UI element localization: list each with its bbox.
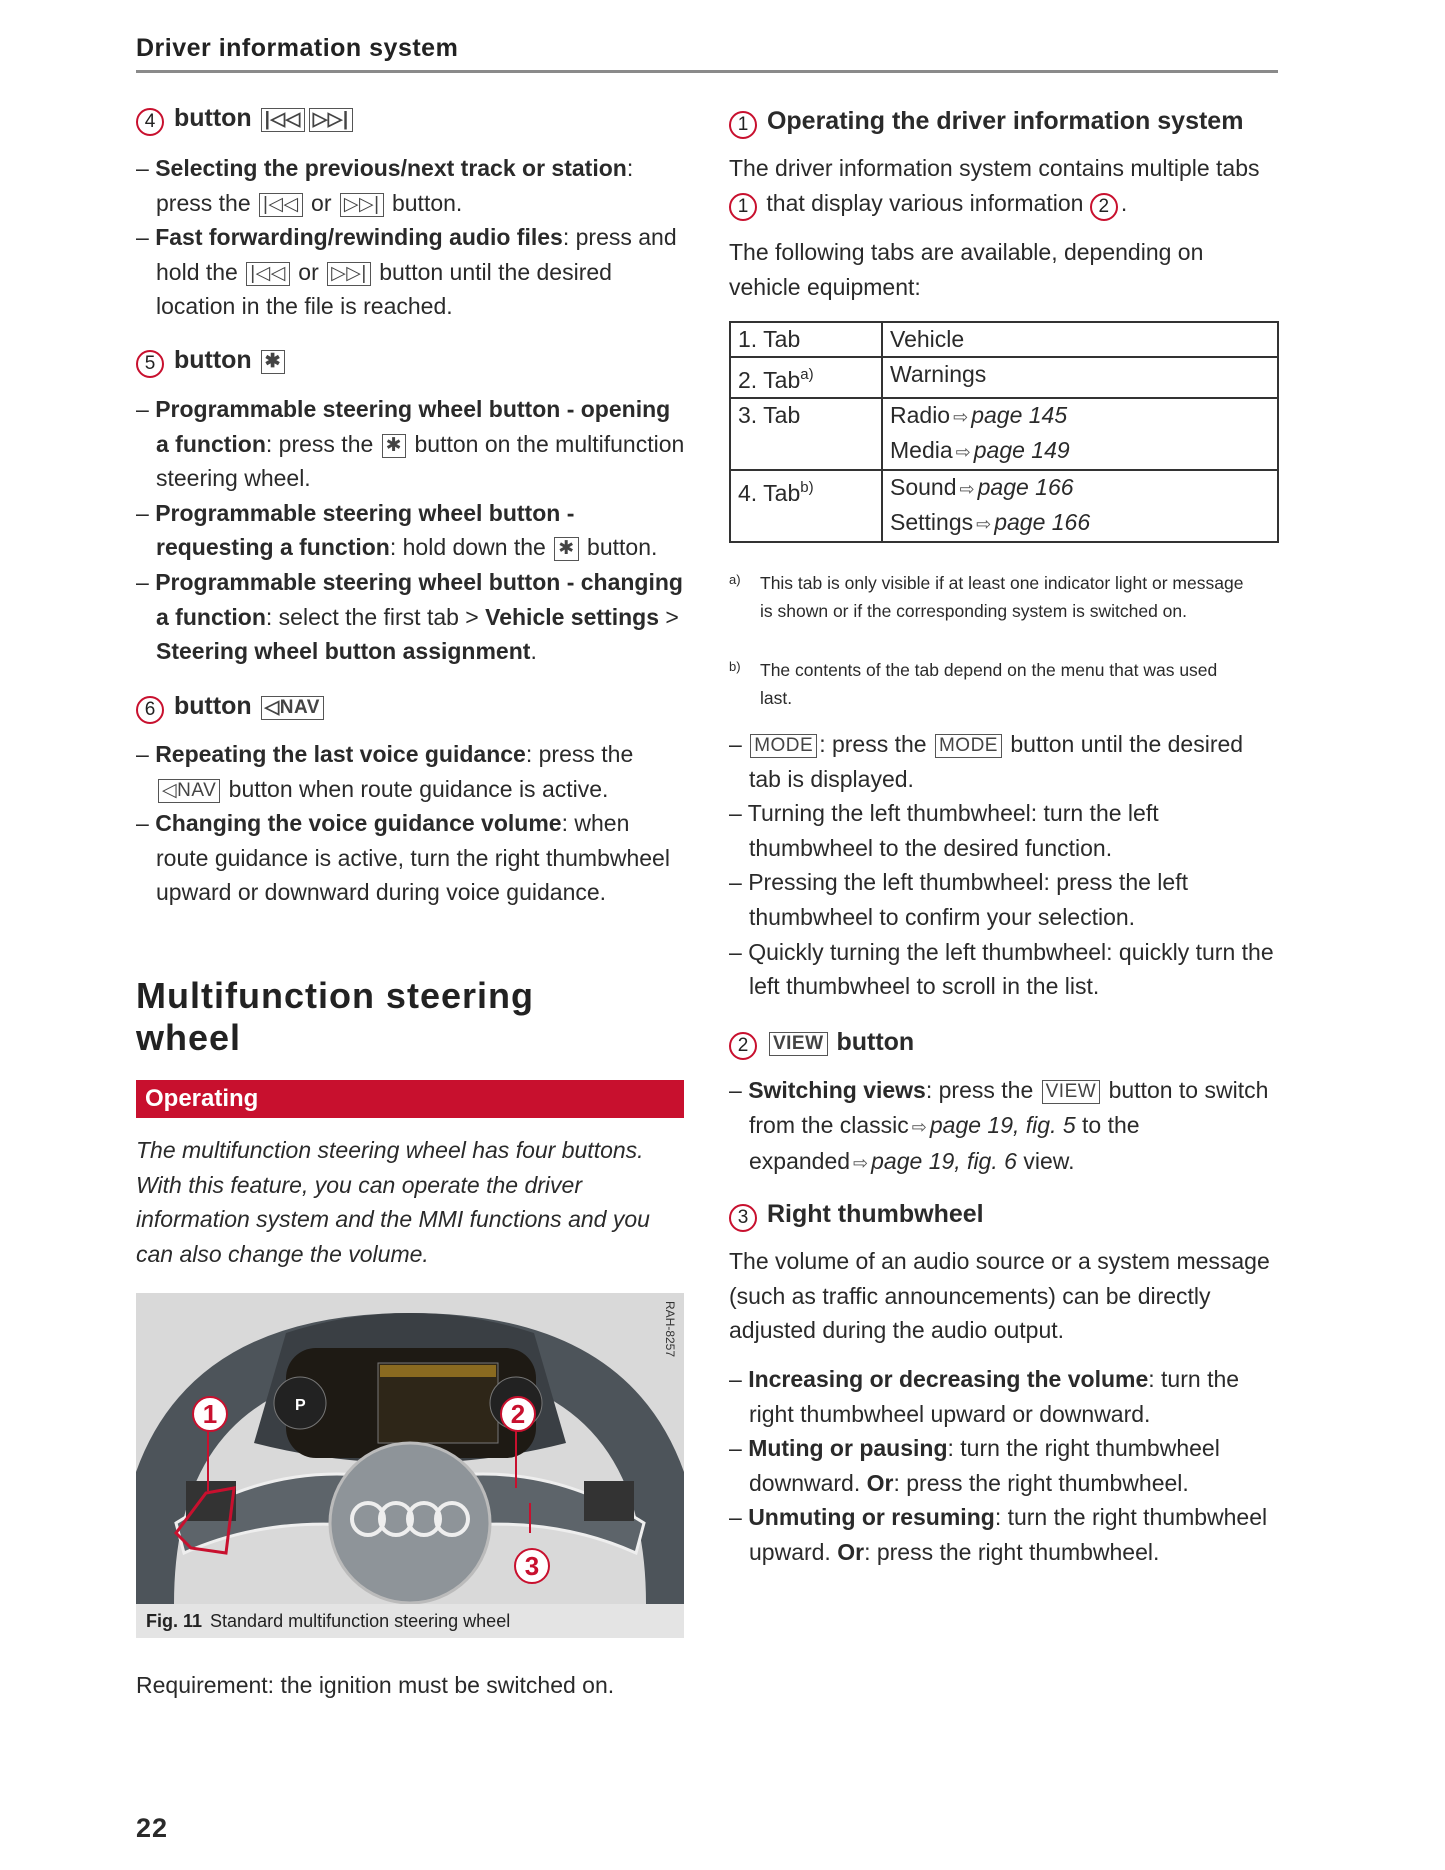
- figure-steering-wheel: [136, 1293, 684, 1638]
- tab-content-name: Media: [890, 437, 953, 463]
- page-reference-link[interactable]: ⇨ page 145: [950, 402, 1067, 428]
- content-cell: [882, 357, 1278, 398]
- text: view.: [1016, 1148, 1075, 1175]
- text: [760, 1028, 767, 1056]
- list-item: [136, 496, 688, 565]
- list-item: [136, 392, 688, 496]
- text: : when route guidance is active, turn the right thumbwheel upward or downward during voice guidance.: [156, 810, 670, 906]
- list-item: [136, 565, 688, 669]
- thumbwheel-heading: [729, 1197, 1281, 1232]
- callout-2: 2: [500, 1396, 536, 1432]
- page-reference-link[interactable]: ⇨ page 149: [953, 437, 1070, 463]
- text: The volume of an audio source or a system message (such as traffic announcements) can be directly adjusted during the audio output.: [729, 1248, 1270, 1344]
- button-5-list: [136, 392, 688, 669]
- text: : press the right thumbwheel.: [893, 1469, 1189, 1496]
- key-label: MODE: [750, 734, 817, 758]
- footnote-label: b): [729, 659, 741, 674]
- bold-text: Increasing or decreasing the volume: [748, 1366, 1149, 1392]
- figure-caption: [146, 1611, 510, 1632]
- bold-text: Vehicle settings: [485, 603, 659, 630]
- page-reference-link[interactable]: ⇨ page 166: [957, 474, 1074, 500]
- text: : turn the right thumbwheel downward.: [749, 1435, 1220, 1496]
- list-item: [729, 1362, 1281, 1431]
- tab-cell: [730, 357, 882, 398]
- intro-text: The multifunction steering wheel has four buttons. With this feature, you can operate the driver information system and the MMI functions and you can also change the volume.: [136, 1137, 650, 1267]
- text: The driver information system contains multiple tabs: [729, 155, 1260, 181]
- tab-cell: [730, 470, 882, 542]
- footnote-marker: a): [800, 366, 814, 383]
- text: : press the: [525, 741, 634, 767]
- table-row: [730, 470, 1278, 542]
- text: .: [1120, 189, 1128, 216]
- key-label: |◁◁: [261, 108, 305, 132]
- view-list: [729, 1073, 1281, 1181]
- footnote-a: [729, 570, 1249, 625]
- callout-number: 4: [136, 108, 164, 136]
- requirement-text: Requirement: the ignition must be switched on.: [136, 1672, 615, 1698]
- tab-cell: [730, 322, 882, 357]
- figure-code: RAH-8257: [663, 1301, 677, 1358]
- tab-label: 1. Tab: [738, 326, 801, 352]
- list-item: [729, 1073, 1281, 1181]
- bold-text: Repeating the last voice guidance: [155, 741, 526, 767]
- table-row: [730, 398, 1278, 470]
- text: : press the right thumbwheel.: [864, 1538, 1160, 1565]
- text: button to switch from the classic: [749, 1077, 1269, 1138]
- key-label: ◁NAV: [158, 779, 220, 803]
- footnote-b: [729, 657, 1249, 712]
- text: .: [530, 638, 537, 665]
- text: : press the: [925, 1077, 1040, 1103]
- bold-text: Programmable steering wheel button - changing a function: [155, 568, 683, 630]
- text: Pressing the left thumbwheel: press the left thumbwheel to confirm your selection.: [748, 869, 1188, 930]
- list-item: [136, 737, 688, 806]
- svg-text:P: P: [295, 1397, 306, 1414]
- list-item: [729, 1431, 1281, 1500]
- list-item: [136, 151, 688, 220]
- button-6-list: [136, 737, 688, 910]
- list-item: [136, 220, 688, 324]
- callout-number: 5: [136, 350, 164, 378]
- figure-caption-text: Standard multifunction steering wheel: [210, 1611, 511, 1631]
- key-label: VIEW: [1042, 1080, 1101, 1104]
- key-label: |◁◁: [259, 193, 303, 217]
- bold-text: Switching views: [748, 1077, 926, 1103]
- text: button.: [385, 189, 463, 216]
- bold-text: button: [167, 692, 259, 720]
- content-cell: [882, 470, 1278, 542]
- text: The following tabs are available, depending on vehicle equipment:: [729, 239, 1204, 300]
- bold-text: Or: [866, 1469, 894, 1496]
- list-item: [729, 796, 1281, 865]
- key-label: |◁◁: [246, 262, 290, 286]
- volume-paragraph: [729, 1244, 1281, 1348]
- key-label: ✱: [261, 350, 285, 374]
- tab-label: 4. Tab: [738, 480, 801, 506]
- bold-text: button: [829, 1028, 915, 1056]
- callout-number: 2: [729, 1032, 757, 1060]
- page-number: 22: [136, 1813, 169, 1843]
- bold-text: Fast forwarding/rewinding audio files: [155, 224, 563, 251]
- text: Quickly turning the left thumbwheel: quickly turn the left thumbwheel to scroll in the list.: [748, 938, 1274, 1000]
- callout-number: 6: [136, 696, 164, 724]
- page-reference-link[interactable]: ⇨ page 166: [973, 509, 1090, 535]
- footnote-text: The contents of the tab depend on the menu that was used last.: [760, 660, 1218, 708]
- tab-label: 3. Tab: [738, 402, 801, 428]
- table-row: [730, 357, 1278, 398]
- key-label: ▷▷|: [309, 108, 353, 132]
- text: button.: [580, 534, 658, 561]
- intro-paragraph: [729, 151, 1281, 221]
- button-5-heading: [136, 343, 688, 378]
- callout-number: 3: [729, 1204, 757, 1232]
- callout-number: 1: [729, 111, 757, 139]
- text: : press the: [819, 731, 933, 757]
- list-item: [729, 865, 1281, 934]
- bold-text: Changing the voice guidance volume: [155, 810, 562, 837]
- bold-text: Steering wheel button assignment: [156, 638, 531, 665]
- key-label: ▷▷|: [340, 193, 384, 217]
- footnote-label: a): [729, 572, 741, 587]
- text: : select the first tab >: [265, 603, 486, 630]
- tabs-table: [729, 321, 1279, 543]
- callout-1: 1: [192, 1396, 228, 1432]
- bold-text: Operating the driver information system: [760, 107, 1244, 135]
- key-label: ✱: [382, 434, 406, 458]
- footnote-text: This tab is only visible if at least one indicator light or message is shown or if the corresponding system is switched on.: [760, 573, 1244, 621]
- section-title: Multifunction steering wheel: [136, 975, 534, 1058]
- bold-text: Selecting the previous/next track or station: [155, 155, 627, 181]
- tab-content-name: Settings: [890, 509, 974, 535]
- callout-number: 1: [729, 193, 757, 221]
- view-button-heading: [729, 1025, 1281, 1060]
- text: or: [291, 258, 326, 285]
- tab-content-name: Sound: [890, 474, 957, 500]
- footnote-marker: b): [800, 479, 814, 496]
- tab-label: 2. Tab: [738, 367, 801, 393]
- steering-wheel-illustration: [136, 1293, 684, 1604]
- operating-heading: [729, 104, 1281, 139]
- key-label: ✱: [554, 537, 578, 561]
- text: : press the: [156, 155, 634, 216]
- tabs-paragraph: [729, 235, 1281, 304]
- callout-3: 3: [514, 1548, 550, 1584]
- text: >: [659, 603, 679, 630]
- button-4-heading: [136, 101, 688, 136]
- button-4-list: [136, 151, 688, 324]
- tab-cell: [730, 398, 882, 470]
- key-label: ▷▷|: [327, 262, 371, 286]
- callout-number: 2: [1090, 193, 1118, 221]
- bold-text: button: [167, 104, 259, 132]
- bold-text: button: [167, 346, 259, 374]
- key-label: MODE: [935, 734, 1002, 758]
- text: Turning the left thumbwheel: turn the left thumbwheel to the desired function.: [747, 800, 1159, 861]
- text: button until the desired location in the file is reached.: [156, 258, 612, 320]
- figure-label: Fig. 11: [146, 1611, 203, 1631]
- text: button until the desired tab is displayed.: [749, 731, 1244, 792]
- subsection-banner: Operating: [136, 1080, 684, 1118]
- bold-text: Unmuting or resuming: [748, 1504, 995, 1531]
- text: button when route guidance is active.: [222, 775, 609, 802]
- key-label: ◁NAV: [261, 696, 324, 720]
- bold-text: Programmable steering wheel button - requesting a function: [155, 499, 575, 561]
- page-reference-link[interactable]: ⇨ page 19, fig. 5: [909, 1112, 1076, 1138]
- text: or: [304, 189, 338, 216]
- bold-text: Muting or pausing: [748, 1435, 948, 1462]
- text: : press the: [265, 430, 380, 457]
- table-row: [730, 322, 1278, 357]
- text: that display various information: [760, 189, 1090, 216]
- key-label: VIEW: [769, 1032, 828, 1056]
- content-cell: [882, 398, 1278, 470]
- bold-text: Or: [837, 1538, 865, 1565]
- bold-text: Right thumbwheel: [760, 1200, 984, 1228]
- tab-content-name: Warnings: [890, 361, 987, 387]
- text: to the expanded: [749, 1111, 1140, 1175]
- text: : turn the right thumbwheel upward or downward.: [749, 1366, 1240, 1427]
- content-cell: [882, 322, 1278, 357]
- text: : turn the right thumbwheel upward.: [749, 1504, 1268, 1565]
- page-reference-link[interactable]: ⇨ page 19, fig. 6: [850, 1148, 1017, 1174]
- list-item: [729, 727, 1281, 796]
- volume-list: [729, 1362, 1281, 1570]
- text: : press and hold the: [156, 224, 677, 285]
- bold-text: Programmable steering wheel button - opening a function: [155, 396, 671, 457]
- text: button on the multifunction steering wheel.: [156, 430, 685, 492]
- list-item: [729, 935, 1281, 1004]
- tab-content-name: Vehicle: [890, 326, 965, 352]
- text: : hold down the: [389, 534, 553, 561]
- list-item: [136, 806, 688, 910]
- list-item: [729, 1500, 1281, 1569]
- button-6-heading: [136, 689, 688, 724]
- running-header: Driver information system: [136, 34, 459, 62]
- mode-list: [729, 727, 1281, 1004]
- header-rule: [136, 70, 1278, 73]
- tab-content-name: Radio: [890, 402, 951, 428]
